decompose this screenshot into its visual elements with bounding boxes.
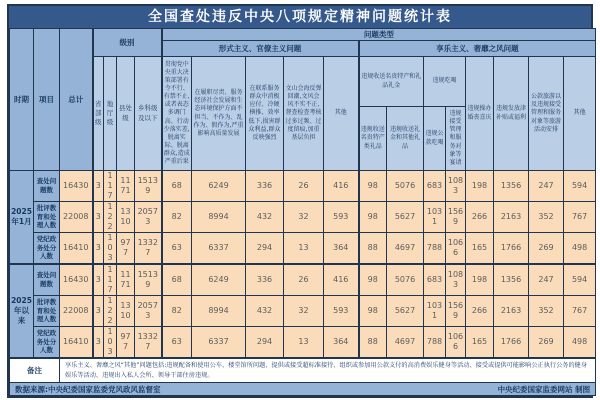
cell-value: 1171 (117, 171, 135, 202)
table-row (10, 202, 596, 233)
cell-value: 103 (104, 327, 117, 359)
col-header-cash-gifts: 违规收送礼金和其他礼品 (387, 107, 424, 171)
item-label: 查处问题数 (34, 171, 60, 202)
col-group-dining: 违规吃喝 (424, 57, 466, 107)
cell-value: 1356 (494, 264, 529, 296)
cell-value: 1083 (446, 264, 466, 296)
col-header-item: 项目 (34, 29, 60, 171)
cell-value: 336 (246, 264, 284, 296)
col-header-level-township: 乡科级及以下 (135, 57, 162, 171)
col-group-problem-type: 问题类型 (162, 29, 596, 41)
cell-value: 32 (284, 202, 324, 233)
col-header-banquets-from-subjects: 违规接受管理和服务对象等宴请 (446, 107, 466, 171)
cell-value: 6249 (192, 171, 246, 202)
cell-value: 5627 (387, 296, 424, 327)
cell-value: 13 (284, 233, 324, 265)
cell-value: 247 (529, 264, 564, 296)
cell-value: 82 (162, 296, 192, 327)
col-header-hedonism-other: 其他 (564, 57, 596, 171)
cell-value: 13 (284, 327, 324, 359)
cell-value: 8994 (192, 202, 246, 233)
cell-total: 16430 (60, 171, 93, 202)
cell-value: 82 (162, 202, 192, 233)
item-label: 党纪政务处分人数 (34, 327, 60, 359)
cell-value: 3 (93, 171, 104, 202)
table-body (10, 171, 596, 359)
cell-value: 247 (529, 171, 564, 202)
col-header-total: 总计 (60, 29, 93, 171)
cell-value: 416 (324, 171, 359, 202)
col-header-period: 时期 (10, 29, 34, 171)
item-label: 批评教育和处理人数 (34, 296, 60, 327)
period-label: 2025年以来 (10, 264, 34, 358)
table-row (10, 171, 596, 202)
cell-value: 20573 (135, 202, 162, 233)
cell-value: 683 (424, 264, 446, 296)
table-row (10, 327, 596, 359)
item-label: 批评教育和处理人数 (34, 202, 60, 233)
cell-value: 352 (529, 202, 564, 233)
source-bar (10, 383, 596, 396)
cell-total: 22008 (60, 202, 93, 233)
col-header-level-prefecture: 地厅级 (104, 57, 117, 171)
cell-value: 98 (359, 171, 387, 202)
cell-value: 1031 (424, 296, 446, 327)
cell-value: 364 (324, 233, 359, 265)
cell-value: 1310 (117, 202, 135, 233)
cell-value: 63 (162, 233, 192, 265)
cell-total: 16430 (60, 264, 93, 296)
cell-value: 432 (246, 296, 284, 327)
cell-value: 767 (564, 296, 596, 327)
cell-value: 98 (359, 202, 387, 233)
cell-value: 98 (359, 296, 387, 327)
note-label: 备注 (10, 358, 60, 383)
cell-value: 88 (359, 233, 387, 265)
cell-total: 22008 (60, 296, 93, 327)
cell-value: 788 (424, 233, 446, 265)
cell-value: 117 (104, 171, 117, 202)
cell-value: 4697 (387, 233, 424, 265)
cell-value: 1066 (446, 327, 466, 359)
cell-value: 1569 (446, 296, 466, 327)
cell-value: 683 (424, 171, 446, 202)
cell-value: 1171 (117, 264, 135, 296)
col-header-specialty-gifts: 违规收送名贵特产类礼品 (359, 107, 387, 171)
page-title: 全国查处违反中央八项规定精神问题统计表 (9, 6, 591, 28)
cell-value: 294 (246, 233, 284, 265)
cell-value: 977 (117, 233, 135, 265)
cell-value: 98 (359, 264, 387, 296)
col-header-allowances: 违规发放津补贴或福利 (494, 57, 529, 171)
cell-value: 3 (93, 296, 104, 327)
col-header-public-funded-travel: 公款旅游以及违规接受管理和服务对象等旅游活动安排 (529, 57, 564, 171)
cell-value: 1766 (494, 327, 529, 359)
data-source-text: 数据来源:中央纪委国家监委党风政风监督室 (15, 384, 161, 394)
cell-value: 767 (564, 202, 596, 233)
cell-value: 416 (324, 264, 359, 296)
cell-value: 165 (466, 327, 494, 359)
col-header-public-funds-dining: 违规公款吃喝 (424, 107, 446, 171)
cell-value: 593 (324, 202, 359, 233)
col-group-formalism: 形式主义、官僚主义问题 (162, 41, 359, 57)
cell-total: 16410 (60, 233, 93, 265)
cell-value: 5076 (387, 171, 424, 202)
cell-value: 32 (284, 296, 324, 327)
cell-value: 8994 (192, 296, 246, 327)
cell-value: 117 (104, 264, 117, 296)
cell-value: 2163 (494, 202, 529, 233)
cell-value: 594 (564, 264, 596, 296)
cell-value: 3 (93, 233, 104, 265)
cell-value: 1031 (424, 202, 446, 233)
cell-value: 594 (564, 171, 596, 202)
cell-value: 26 (284, 264, 324, 296)
cell-value: 13327 (135, 327, 162, 359)
item-label: 查处问题数 (34, 264, 60, 296)
cell-value: 6337 (192, 233, 246, 265)
cell-value: 63 (162, 327, 192, 359)
cell-value: 165 (466, 233, 494, 265)
col-header-weddings-funerals: 违规操办婚丧喜庆 (466, 57, 494, 171)
credit-text: 中央纪委国家监委网站 制图 (497, 384, 591, 394)
col-header-formalism-1: 贯彻党中央重大决策部署有令不行、有禁不止,或者表态多调门高、行动少落实差,脱离实际、脱离群众,造成严重后果 (162, 57, 192, 171)
cell-value: 266 (466, 202, 494, 233)
table-row (10, 264, 596, 296)
cell-value: 1569 (446, 202, 466, 233)
cell-value: 68 (162, 171, 192, 202)
period-label: 2025年1月 (10, 171, 34, 265)
cell-value: 269 (529, 233, 564, 265)
cell-value: 1766 (494, 233, 529, 265)
col-group-hedonism: 享乐主义、奢靡之风问题 (359, 41, 596, 57)
col-header-formalism-2: 在履职尽责、服务经济社会发展和生态环境保护方面不担当、不作为、乱作为、假作为,严重影响高质量发展 (192, 57, 246, 171)
table-row (10, 296, 596, 327)
cell-value: 122 (104, 296, 117, 327)
cell-value: 88 (359, 327, 387, 359)
table-frame (7, 4, 593, 398)
item-label: 党纪政务处分人数 (34, 233, 60, 265)
col-header-level-county: 县处级 (117, 57, 135, 171)
cell-value: 1356 (494, 171, 529, 202)
cell-value: 15139 (135, 264, 162, 296)
col-header-level-province: 省部级 (93, 57, 104, 171)
note-text: 享乐主义、奢靡之风“其他”问题包括:违规配备和使用公车、楼堂馆所问题、提供或接受超标准接待、组织或参加用公款支付的高消费娱乐健身等活动、接受或提供可能影响公正执行公务的健身娱乐等活动、违规出入私人会所、领导干部住房违规。 (60, 358, 596, 383)
cell-value: 26 (284, 171, 324, 202)
cell-value: 352 (529, 296, 564, 327)
cell-value: 122 (104, 202, 117, 233)
cell-value: 364 (324, 327, 359, 359)
col-header-formalism-4: 文山会海反弹回潮,文风会风不实不正,督查检查考核过多过频、过度留痕,加重基层负担 (284, 57, 324, 171)
col-header-formalism-3: 在联系服务群众中消极应付、冷硬横推、效率低下,损害群众利益,群众反映强烈 (246, 57, 284, 171)
statistics-table (9, 28, 596, 396)
cell-value: 336 (246, 171, 284, 202)
cell-value: 6337 (192, 327, 246, 359)
col-group-level: 级别 (93, 29, 162, 57)
cell-value: 198 (466, 171, 494, 202)
cell-value: 498 (564, 233, 596, 265)
cell-value: 432 (246, 202, 284, 233)
cell-value: 68 (162, 264, 192, 296)
cell-value: 498 (564, 327, 596, 359)
cell-value: 3 (93, 264, 104, 296)
cell-value: 15139 (135, 171, 162, 202)
table-row (10, 233, 596, 265)
cell-value: 13327 (135, 233, 162, 265)
cell-value: 6249 (192, 264, 246, 296)
cell-value: 1310 (117, 296, 135, 327)
cell-value: 294 (246, 327, 284, 359)
cell-value: 266 (466, 296, 494, 327)
cell-value: 5627 (387, 202, 424, 233)
cell-value: 20573 (135, 296, 162, 327)
cell-value: 4697 (387, 327, 424, 359)
cell-value: 1066 (446, 233, 466, 265)
cell-value: 977 (117, 327, 135, 359)
cell-value: 3 (93, 327, 104, 359)
cell-value: 788 (424, 327, 446, 359)
col-header-formalism-other: 其他 (324, 57, 359, 171)
cell-value: 3 (93, 202, 104, 233)
cell-value: 198 (466, 264, 494, 296)
cell-value: 2163 (494, 296, 529, 327)
col-group-gifts: 违规收送名贵特产和礼品礼金 (359, 57, 424, 107)
cell-value: 103 (104, 233, 117, 265)
cell-value: 1083 (446, 171, 466, 202)
cell-total: 16410 (60, 327, 93, 359)
cell-value: 5076 (387, 264, 424, 296)
cell-value: 593 (324, 296, 359, 327)
cell-value: 269 (529, 327, 564, 359)
